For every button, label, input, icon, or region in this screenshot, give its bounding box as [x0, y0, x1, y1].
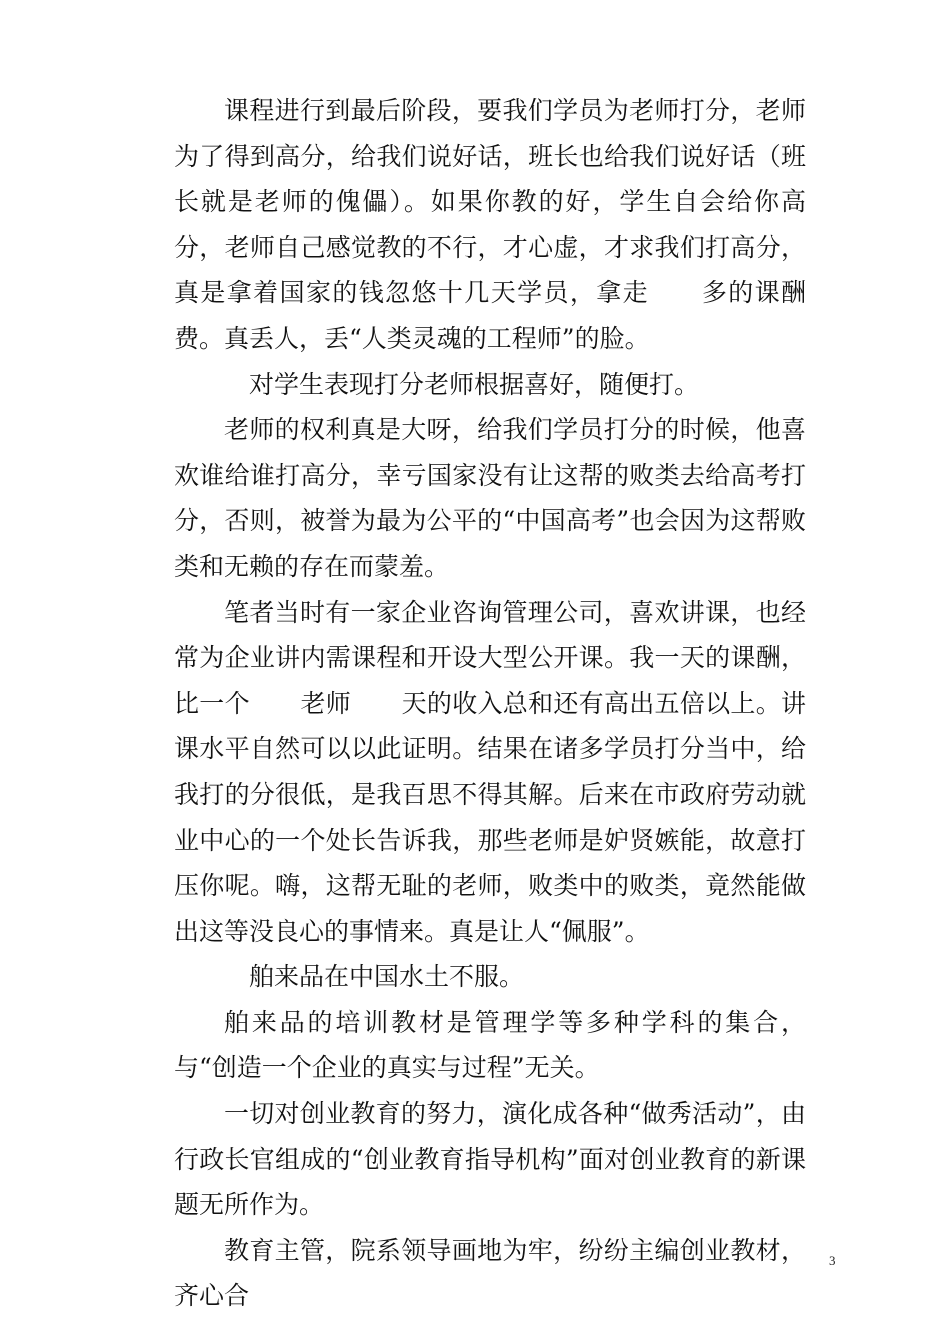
paragraph-6: 教育主管，院系领导画地为牢，纷纷主编创业教材，齐心合: [174, 1235, 806, 1311]
paragraph-2: 老师的权利真是大呀，给我们学员打分的时候，他喜欢谁给谁打高分，幸亏国家没有让这帮的败类去给高考打分，否则，被誉为最为公平的“中国高考”也会因为这帮败类和无赖的存在而蒙羞。: [174, 415, 806, 581]
paragraph-1: 课程进行到最后阶段，要我们学员为老师打分，老师为了得到高分，给我们说好话，班长也给我们说好话（班长就是老师的傀儡）。如果你教的好，学生自会给你高分，老师自己感觉教的不行，才心虚，才求我们打高分，真是拿着国家的钱忽悠十几天学员，拿走 多的课酬费。真丢人，丢“人类灵魂的工程师”的脸。: [174, 96, 806, 353]
page-number: 3: [829, 1253, 836, 1268]
section-heading-1: 对学生表现打分老师根据喜好，随便打。: [249, 369, 700, 399]
section-heading-2: 舶来品在中国水土不服。: [249, 962, 525, 992]
paragraph-4: 舶来品的培训教材是管理学等多种学科的集合，与“创造一个企业的真实与过程”无关。: [174, 1007, 806, 1083]
body-text: [174, 88, 806, 1319]
paragraph-5: 一切对创业教育的努力，演化成各种“做秀活动”，由行政长官组成的“创业教育指导机构”面对创业教育的新课题无所作为。: [174, 1099, 806, 1220]
paragraph-3: 笔者当时有一家企业咨询管理公司，喜欢讲课，也经常为企业讲内需课程和开设大型公开课。我一天的课酬，比一个 老师 天的收入总和还有高出五倍以上。讲课水平自然可以以此证明。结果在诸多学员打分当中，给我打的分很低，是我百思不得其解。后来在市政府劳动就业中心的一个处长告诉我，那些老师是妒贤嫉能，故意打压你呢。嗨，这帮无耻的老师，败类中的败类，竟然能做出这等没良心的事情来。真是让人“佩服”。: [174, 597, 806, 946]
